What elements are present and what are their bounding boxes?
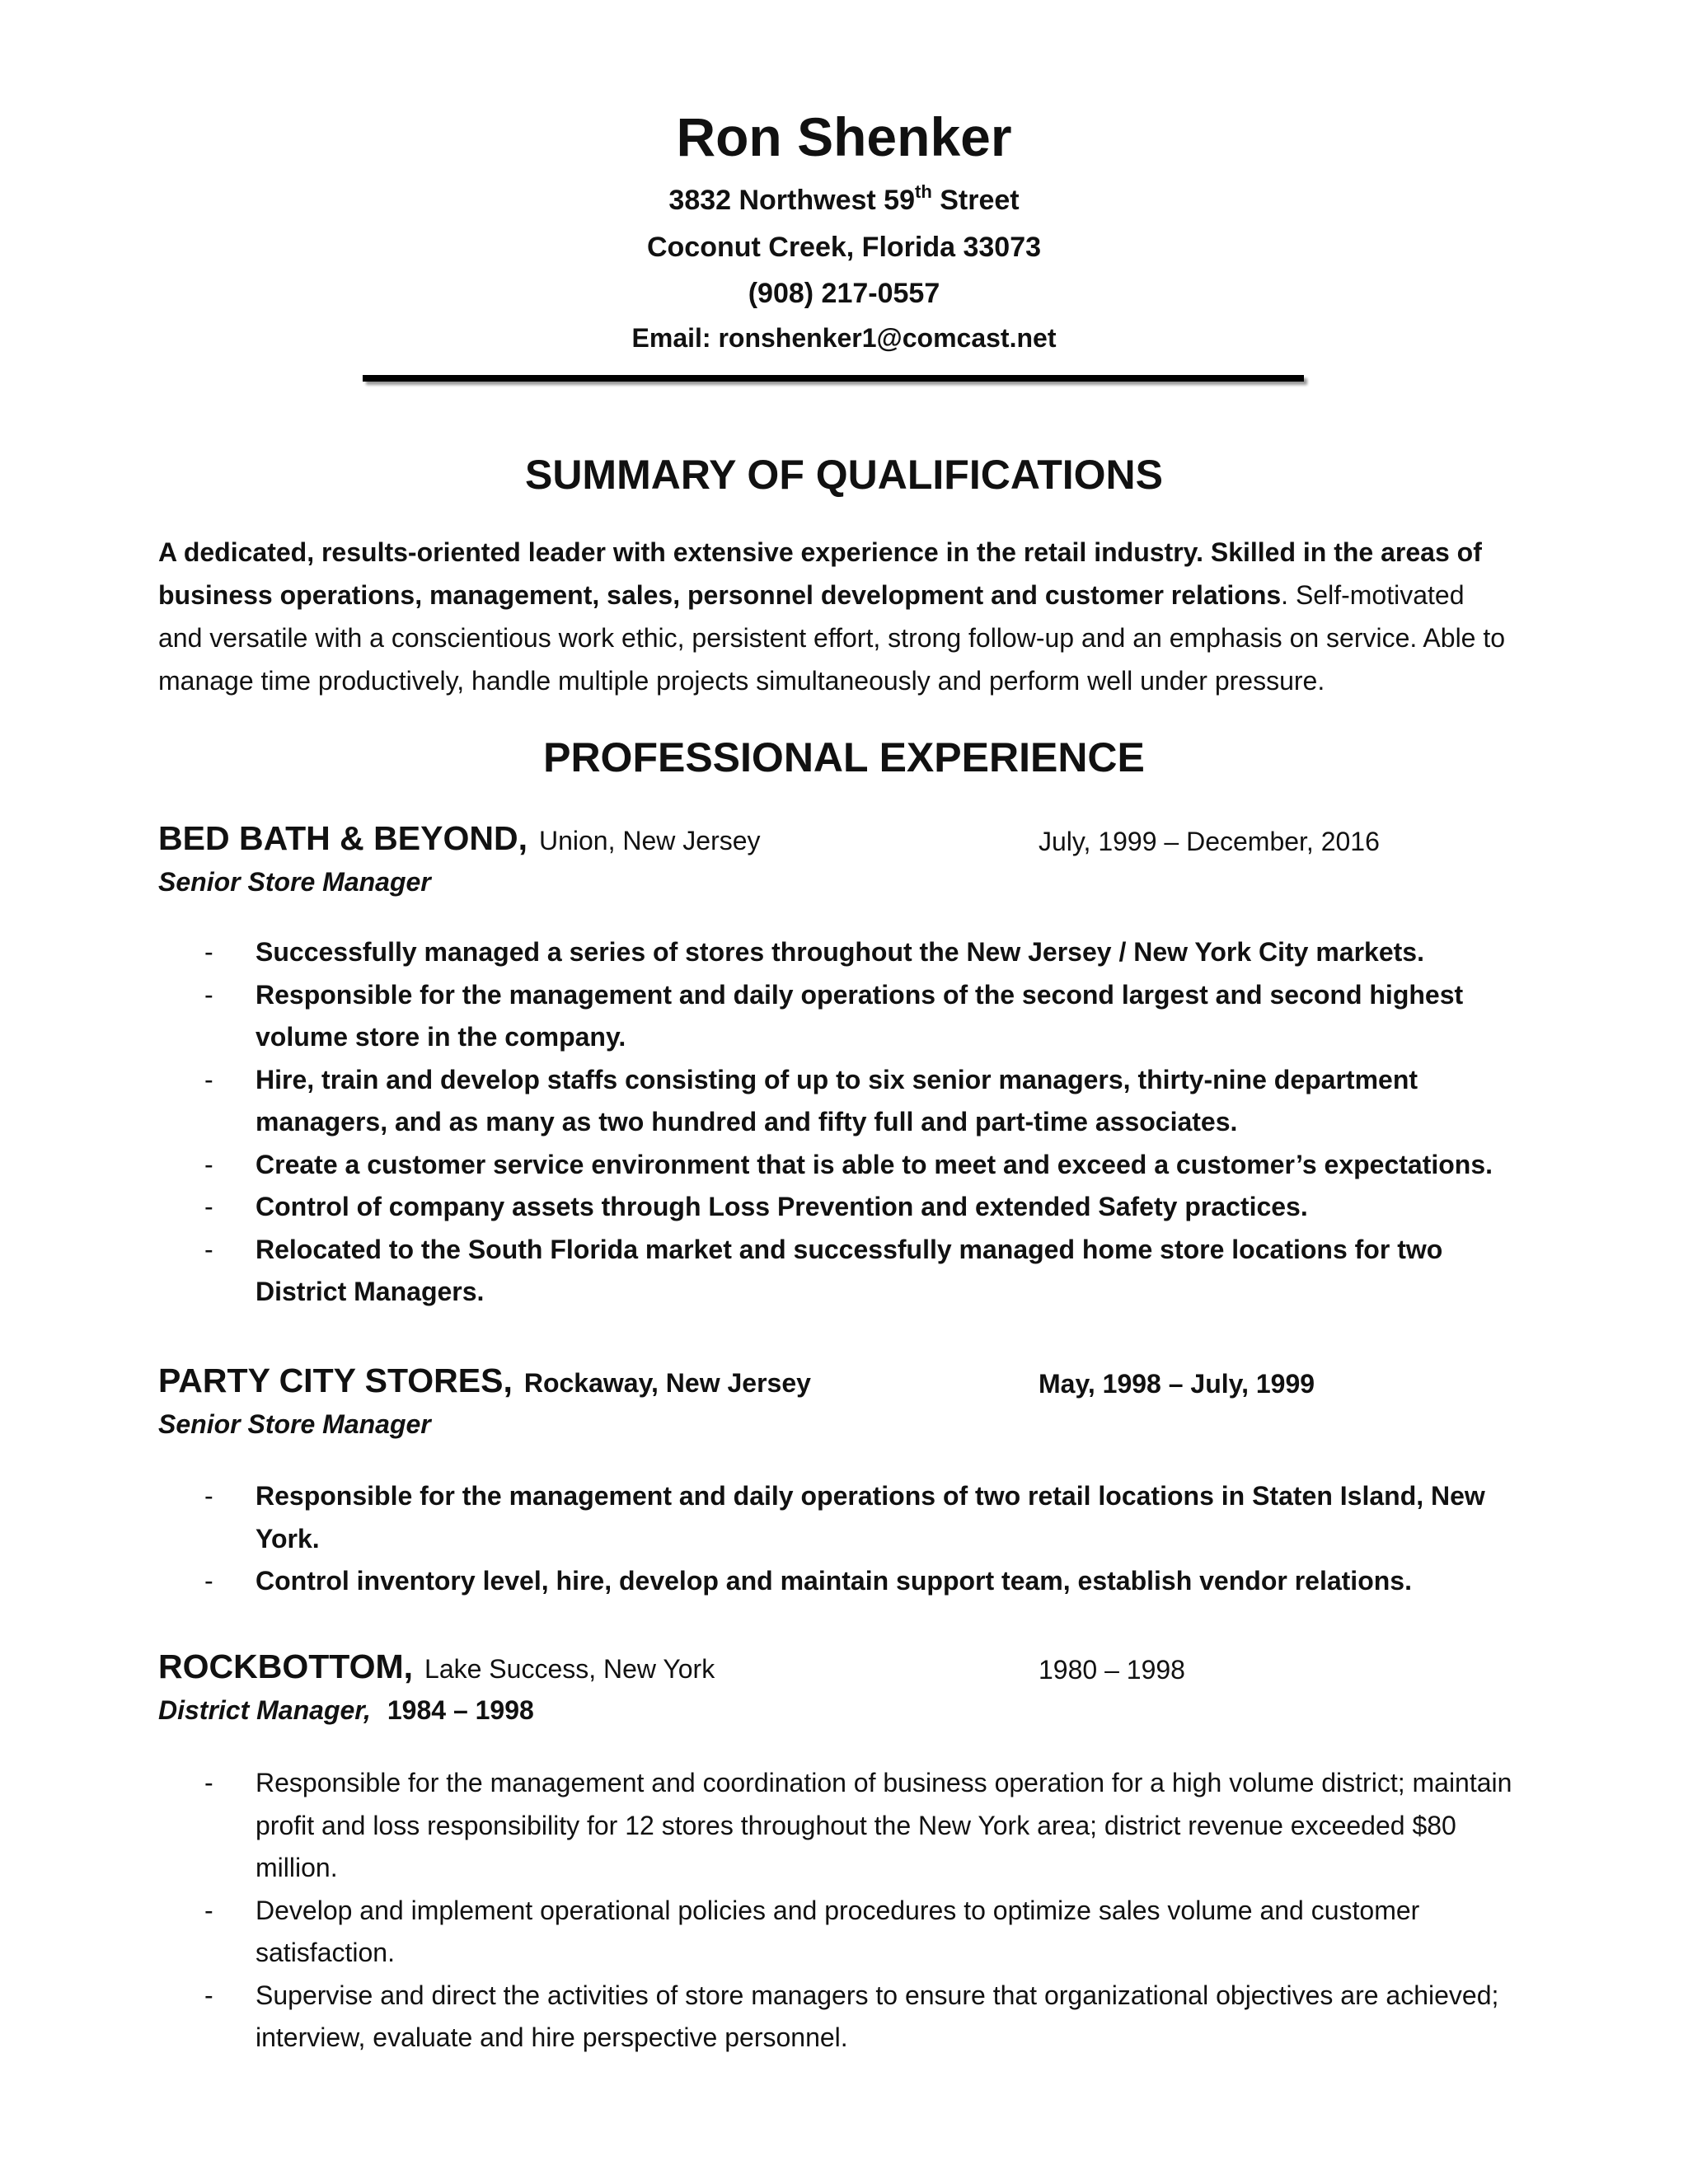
job-bullet-list <box>158 1475 1526 1603</box>
job-dates: 1980 – 1998 <box>1039 1655 1185 1685</box>
street-address <box>0 181 1688 217</box>
job-role: Senior Store Manager <box>158 867 431 897</box>
job-role-title: District Manager, <box>158 1695 371 1725</box>
header-divider <box>363 375 1304 382</box>
summary-plain-text: . Self-motivated and versatile with a conscientious work ethic, persistent effort, strong follow-up and an emphasis on service. Able to manage time productively, handle multiple projects simultaneously and perform well under pressure. <box>158 580 1506 696</box>
list-item: - Control of company assets through Loss Prevention and extended Safety practices. <box>204 1192 1308 1221</box>
list-item: - Responsible for the management and coordination of business operation for a high volume district; maintain profit and loss responsibility for 12 stores throughout the New York area; district revenue exceeded $80 million. <box>204 1768 1512 1882</box>
job-header <box>158 819 1559 860</box>
list-item: - Control inventory level, hire, develop and maintain support team, establish vendor relations. <box>204 1566 1412 1596</box>
job-header <box>158 1647 1559 1689</box>
job-bullet-list <box>158 931 1526 1314</box>
street-number: 3832 Northwest 59 <box>668 185 915 216</box>
list-item: - Develop and implement operational policies and procedures to optimize sales volume and customer satisfaction. <box>204 1895 1420 1967</box>
company-name: BED BATH & BEYOND, <box>158 819 528 857</box>
list-item: - Create a customer service environment that is able to meet and exceed a customer’s expectations. <box>204 1149 1493 1179</box>
list-item: - Successfully managed a series of stores throughout the New Jersey / New York City markets. <box>204 937 1424 967</box>
street-name: Street <box>931 185 1020 216</box>
email-line: Email: ronshenker1@comcast.net <box>631 323 1057 353</box>
list-item: - Responsible for the management and daily operations of the second largest and second highest volume store in the company. <box>204 979 1464 1052</box>
summary-paragraph <box>158 531 1510 702</box>
phone-number: (908) 217-0557 <box>748 278 940 309</box>
company-name: ROCKBOTTOM, <box>158 1647 414 1685</box>
list-item: - Hire, train and develop staffs consisting of up to six senior managers, thirty-nine department managers, and as many as two hundred and fifty full and part-time associates. <box>204 1064 1418 1137</box>
list-item: - Relocated to the South Florida market and successfully managed home store locations for two District Managers. <box>204 1234 1443 1306</box>
job-role <box>158 1695 534 1726</box>
job-location: Union, New Jersey <box>538 826 761 855</box>
list-item: - Responsible for the management and daily operations of two retail locations in Staten Island, New York. <box>204 1481 1485 1554</box>
job-location: Lake Success, New York <box>424 1654 715 1684</box>
summary-title: SUMMARY OF QUALIFICATIONS <box>524 452 1164 498</box>
street-suffix: th <box>915 181 932 202</box>
company-line <box>158 1361 811 1400</box>
list-item: - Supervise and direct the activities of store managers to ensure that organizational objectives are achieved; interview, evaluate and hire perspective personnel. <box>204 1980 1499 2052</box>
job-role: Senior Store Manager <box>158 1409 431 1439</box>
job-dates: July, 1999 – December, 2016 <box>1039 827 1380 856</box>
summary-bold-text: A dedicated, results-oriented leader with extensive experience in the retail industry. Skilled in the areas of business operations, management, sales, personnel development and customer relations <box>158 537 1482 610</box>
job-role-years: 1984 – 1998 <box>387 1695 534 1725</box>
company-line <box>158 819 761 858</box>
company-name: PARTY CITY STORES, <box>158 1361 513 1399</box>
job-dates: May, 1998 – July, 1999 <box>1039 1369 1315 1399</box>
job-bullet-list <box>158 1762 1526 2060</box>
job-location: Rockaway, New Jersey <box>523 1368 811 1398</box>
candidate-name: Ron Shenker <box>676 106 1012 167</box>
city-line: Coconut Creek, Florida 33073 <box>646 232 1042 263</box>
company-line <box>158 1647 715 1686</box>
experience-title: PROFESSIONAL EXPERIENCE <box>543 734 1145 780</box>
job-header <box>158 1361 1559 1403</box>
